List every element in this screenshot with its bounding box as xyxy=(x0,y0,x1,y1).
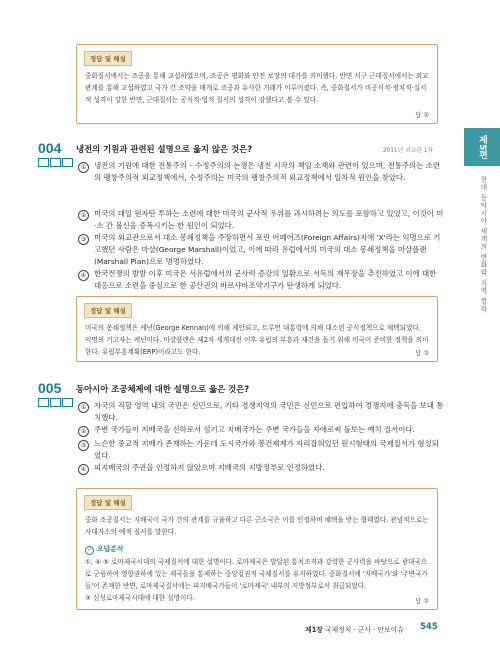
answer-box-005 xyxy=(76,488,438,610)
wrong-analysis-label: 오답분석 xyxy=(97,545,124,553)
check-boxes[interactable] xyxy=(38,398,73,407)
page-footer xyxy=(305,624,404,634)
option-number: ① xyxy=(78,162,89,173)
answer-text: 중화 조공질서는 지배국이 국가 간의 관계를 규율하고 다른 군소국은 이를 인정하며 혜택을 받는 형태였다. 관념적으로는 사대자소의 예적 질서를 말한다. xyxy=(85,516,429,536)
option-number: ④ xyxy=(78,270,89,281)
wrong-analysis-heading xyxy=(85,543,429,555)
option-text: 주변 국가들이 지배국을 신하로서 섬기고 지배국가는 주변 국가들을 자애로써 돌보는 예치 질서이다. xyxy=(94,425,415,434)
side-section-title: 현대 동아시아 세계의 변화와 지역 협력 xyxy=(479,176,487,314)
answer-text: 중화질서에서는 조공을 통해 교섭하였으며, 조공은 평화와 안전 보장의 대가를 의미했다. 반면 서구 근대질서에서는 외교관계를 통해 교섭하였고 국가 간 조약을 매개로 조공과 유사한 거래가 이루어졌다. 즉, 중화질서가 비공식적·정치적·실서적 성격이 강한 반면, 근대질서는 공식적·법적 질서의 성격이 강했다고 볼 수 있다. xyxy=(85,72,429,104)
page-number: 545 xyxy=(420,622,438,632)
answer-text: 미국의 봉쇄정책은 케넌(George Kennan)에 의해 제안되고, 트루먼 대통령에 의해 대소련 공식정책으로 채택되었다. 익명의 기고자는 케넌이다. 마샬플랜은 제2차 세계대전 이후 유럽의 부흥과 재건을 돕기 위해 미국이 준비한 정책을 의미한다. 유럽부흥계획(ERP)이라고도 한다. xyxy=(85,324,429,356)
question-number: 005 xyxy=(38,380,62,396)
option-text: 느슨한 중교적 지배가 존재하는 가운데 도시국가와 봉건제제가 자리잡혀있던 원시형태의 국제질서가 형성되었다. xyxy=(94,439,439,461)
option-number: ③ xyxy=(78,234,89,245)
answer-box-003 xyxy=(76,44,438,124)
answer-tag: 정답 및 해설 xyxy=(84,51,132,66)
option-number: ② xyxy=(78,210,89,221)
option-text: 자국의 직할 영역 내의 국민은 신민으로, 기타 경쟁지역의 국민은 신민으로 편입하여 경쟁지에 충독을 보내 통치했다. xyxy=(94,401,444,423)
option-text: 미국의 외교관으로서 대소 봉쇄정책을 주장하면서 포린 어페어즈(Foreign Affairs)지에 'X'라는 익명으로 기고했던 사람은 마샬(George Marshall)이었고, 이에 따라 유럽에서의 미국의 대소 봉쇄정책을 마샬플랜(Marshall Plan)으로 명명하였다. xyxy=(94,233,441,267)
answer-label: 답 ③ xyxy=(415,350,429,357)
check-boxes[interactable] xyxy=(38,158,73,167)
option-number: ④ xyxy=(78,464,89,475)
answer-tag: 정답 및 해설 xyxy=(84,303,132,318)
check-icon: ✓ xyxy=(85,546,94,555)
chapter-side-tab: 제5편 xyxy=(464,128,500,166)
question-title: 냉전의 기원과 관련된 설명으로 옳지 않은 것은? xyxy=(76,144,253,154)
answer-box-004 xyxy=(76,296,438,362)
option-text: 미국의 대일 원자탄 투하는 소련에 대한 미국의 군사적 우위를 과시하려는 의도를 포함하고 있었고, 이것이 미·소 간 불신을 증폭시키는 한 원인이 되었다. xyxy=(94,209,444,231)
wrong-analysis-item: ①, ④ ⑤ 로마제국시대의 국제질서에 대한 설명이다. 로마제국은 발달된 통치조직과 강력한 군사력을 바탕으로 광대국으로 군림하여 영향권하에 있는 제국들을 통제하는 중앙집권적 국제질서를 유지하였다. 중화질서에 '지배국가'와 '주변국가들'이 존재한 반면, 로마제국질서에는 피지배국가들이 '로마제국' 내부의 지방정부로서 취급되었다. xyxy=(85,558,428,590)
option-text: 냉전의 기원에 대한 전통주의 – 수정주의의 논쟁은 냉전 시작의 책임 소재와 관련이 있으며, 전통주의는 소련의 팽창주의적 외교정책에서, 수정주의는 미국의 팽창주의적 외교정책에서 일차적 원인을 찾았다. xyxy=(94,161,440,183)
option-number: ② xyxy=(78,426,89,437)
footer-chapter: 제1장 xyxy=(305,626,323,634)
option-text: 한국전쟁의 발발 이후 미국은 서유럽에서의 군사력 증강의 일환으로 서독의 재무장을 추진하였고 이에 대한 대응으로 소련을 중심으로 한 공산권의 바르샤바조약기구가 탄생하게 되었다. xyxy=(94,269,437,291)
wrong-analysis-item: ③ 신성로마제국시대에 대한 설명이다. xyxy=(85,594,195,602)
answer-label: 답 ② xyxy=(415,112,429,119)
question-source: 2011년 외교관 1차 xyxy=(382,148,433,154)
option-text: 피지배국의 주권을 인정하지 않았으며 지배국의 지방정부로 인정하였다. xyxy=(94,463,325,472)
option-number: ③ xyxy=(78,440,89,451)
answer-tag: 정답 및 해설 xyxy=(84,495,132,510)
question-number: 004 xyxy=(38,140,62,156)
answer-label: 답 ② xyxy=(415,598,429,605)
question-title: 동아시아 조공체제에 대한 설명으로 옳은 것은? xyxy=(76,384,250,394)
option-number: ① xyxy=(78,402,89,413)
footer-title: 국제정치 · 군사 · 안보이슈 xyxy=(325,626,404,634)
